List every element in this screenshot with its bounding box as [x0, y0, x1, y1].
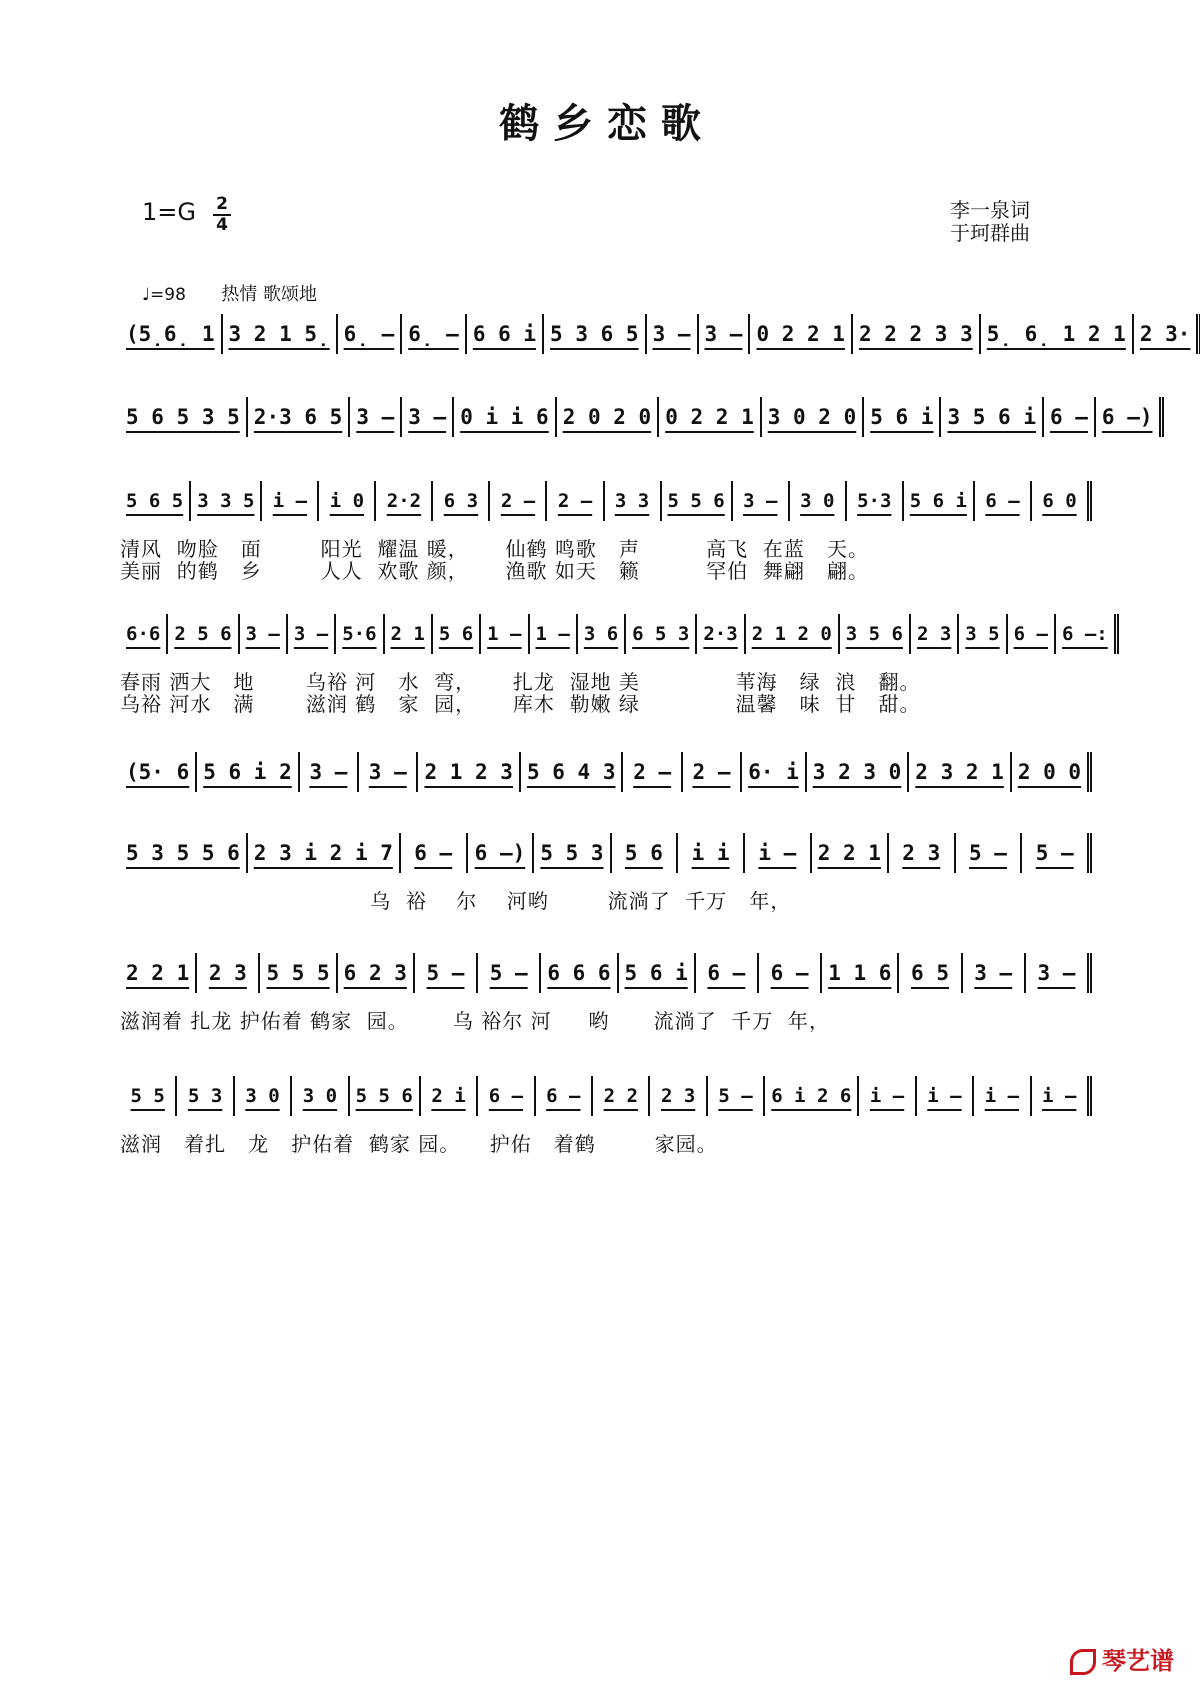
measure: 2 3	[889, 833, 956, 873]
measure: 6 –)	[468, 833, 535, 873]
measure: 1 –	[481, 614, 529, 654]
measure: 5 3 6 5	[544, 314, 647, 354]
expression-marking: 热情 歌颂地	[221, 284, 318, 305]
measure: 3 –	[402, 397, 454, 437]
measure: 1 –	[530, 614, 578, 654]
measure: 2 1 2 0	[746, 614, 840, 654]
measure: 3 –	[733, 481, 790, 521]
measure: 6 i 2 6	[765, 1076, 859, 1116]
measure: 0 2 2 1	[750, 314, 853, 354]
measure: 5 6 4 3	[521, 752, 624, 792]
measure: 6 –	[759, 953, 822, 993]
measure-line	[120, 752, 1092, 792]
measure: 3 5	[959, 614, 1007, 654]
measure: 2 i	[421, 1076, 478, 1116]
tempo-value: ♩=98	[142, 285, 186, 305]
measure: 2 –	[683, 752, 742, 792]
measure: 3 5 6 i	[941, 397, 1044, 437]
measure: 6·6	[120, 614, 168, 654]
measure: 2 5 6	[168, 614, 239, 654]
measure: 5 6 5	[120, 481, 191, 521]
time-signature-bottom: 4	[216, 215, 228, 235]
measure: 2 –	[490, 481, 547, 521]
measure: 2 0 2 0	[557, 397, 660, 437]
lyric-line: 美丽 的鹤 乡 人人 欢歌 颜， 渔歌 如天 籁 罕伯 舞翩 翩。	[120, 559, 869, 583]
measure: 5 6 i	[904, 481, 975, 521]
measure: 5·3	[847, 481, 904, 521]
measure: 2 3	[197, 953, 260, 993]
measure: 5 6	[433, 614, 481, 654]
measure: 2 2 1	[812, 833, 889, 873]
measure: 5 –	[415, 953, 478, 993]
measure-line	[120, 481, 1092, 521]
measure: 5 –	[708, 1076, 765, 1116]
measure: 5 6 5 3 5	[120, 397, 248, 437]
measure: 6 5 3	[626, 614, 697, 654]
measure: 3 2 1 5̣	[223, 314, 338, 354]
measure: 5 5 5	[260, 953, 337, 993]
measure: i –	[745, 833, 812, 873]
measure-line	[120, 953, 1092, 993]
measure: 2 1	[385, 614, 433, 654]
measure: 5 5 3	[534, 833, 611, 873]
measure: 6 –	[1044, 397, 1096, 437]
lyric-line: 清风 吻脸 面 阳光 耀温 暖， 仙鹤 鸣歌 声 高飞 在蓝 天。	[120, 537, 869, 561]
measure: 3 0 2 0	[762, 397, 865, 437]
measure: 3 3 5	[191, 481, 262, 521]
measure: 3 –	[350, 397, 402, 437]
measure: 0 2 2 1	[659, 397, 762, 437]
measure-line	[120, 833, 1092, 873]
measure: i –	[859, 1076, 916, 1116]
measure: 6 6 i	[467, 314, 544, 354]
measure: 6 6 6	[541, 953, 618, 993]
measure: 6 –)	[1096, 397, 1164, 437]
measure: 2·2	[376, 481, 433, 521]
time-signature	[213, 196, 231, 234]
measure: 2·3	[697, 614, 745, 654]
measure: 1 1 6	[822, 953, 899, 993]
measure: 5·6	[336, 614, 384, 654]
staff-row	[120, 397, 1153, 437]
lyric-line: 春雨 洒大 地 乌裕 河 水 弯， 扎龙 湿地 美 苇海 绿 浪 翻。	[120, 670, 921, 694]
measure: 3 0	[292, 1076, 349, 1116]
measure: 3 6	[578, 614, 626, 654]
measure: 5 5 6	[662, 481, 733, 521]
measure: 6̣ –	[338, 314, 403, 354]
staff-row	[120, 314, 1191, 354]
measure: 3 –	[699, 314, 751, 354]
measure: 2 3 i 2 i 7	[248, 833, 401, 873]
measure: i –	[1032, 1076, 1092, 1116]
measure: 6 –	[478, 1076, 535, 1116]
measure: 3 –	[359, 752, 418, 792]
measure: 6 2 3	[338, 953, 415, 993]
measure: (5̣6̣ 1	[120, 314, 223, 354]
measure: 2 3	[911, 614, 959, 654]
measure: 3 0	[790, 481, 847, 521]
measure: 6 –	[401, 833, 468, 873]
measure: 3 3	[605, 481, 662, 521]
measure: 3 –	[963, 953, 1026, 993]
measure: 5 6 i 2	[197, 752, 300, 792]
lyricist-credit: 李一泉词	[950, 198, 1030, 222]
measure: 5 6 i	[864, 397, 941, 437]
measure: 5 5 6	[350, 1076, 421, 1116]
measure: 6 0	[1032, 481, 1092, 521]
measure-line	[120, 314, 1191, 354]
staff-row	[120, 481, 1092, 521]
measure: 2 3	[650, 1076, 707, 1116]
measure: 6 –	[1008, 614, 1056, 654]
measure-line	[120, 1076, 1092, 1116]
score-title: 鹤 乡 恋 歌	[499, 100, 701, 147]
measure: 5 3 5 5 6	[120, 833, 248, 873]
measure: i 0	[319, 481, 376, 521]
logo-icon	[1070, 1649, 1096, 1675]
measure: i i	[678, 833, 745, 873]
measure: i –	[262, 481, 319, 521]
measure: 5 3	[177, 1076, 234, 1116]
staff-row	[120, 1076, 1092, 1116]
measure: 5 –	[956, 833, 1023, 873]
measure: 2 2	[593, 1076, 650, 1116]
lyric-line: 滋润 着扎 龙 护佑着 鹤家 园。 护佑 着鹤 家园。	[120, 1132, 718, 1156]
measure: 5 –	[478, 953, 541, 993]
measure: 2 3·	[1134, 314, 1200, 354]
measure: i –	[974, 1076, 1031, 1116]
measure: 3 –	[1026, 953, 1092, 993]
measure: 6· i	[742, 752, 807, 792]
measure: 2 2 1	[120, 953, 197, 993]
measure: (5· 6	[120, 752, 197, 792]
measure: 5 –	[1022, 833, 1092, 873]
key-signature: 1=G	[142, 198, 196, 226]
measure: 0 i i 6	[454, 397, 557, 437]
measure: 6 3	[433, 481, 490, 521]
measure: 6 –	[536, 1076, 593, 1116]
watermark-text: 琴艺谱	[1102, 1647, 1174, 1675]
measure: 2 2 2 3 3	[853, 314, 981, 354]
measure: 6 –:	[1056, 614, 1119, 654]
measure: 2 1 2 3	[418, 752, 521, 792]
measure: 5 6 i	[619, 953, 696, 993]
lyric-line: 乌 裕 尔 河哟 流淌了 千万 年，	[120, 889, 792, 913]
measure: i –	[917, 1076, 974, 1116]
time-signature-top: 2	[216, 194, 228, 214]
measure: 3 –	[288, 614, 336, 654]
measure: 3 –	[647, 314, 699, 354]
measure: 3 0	[235, 1076, 292, 1116]
watermark-logo	[1070, 1641, 1174, 1676]
measure: 2 3 2 1	[909, 752, 1012, 792]
staff-row	[120, 614, 1108, 654]
measure: 5̣ 6̣ 1 2 1	[981, 314, 1134, 354]
measure-line	[120, 397, 1153, 437]
measure: 6 –	[975, 481, 1032, 521]
composer-credit: 于珂群曲	[950, 221, 1030, 245]
measure: 5 5	[120, 1076, 177, 1116]
measure-line	[120, 614, 1108, 654]
measure: 2 –	[623, 752, 682, 792]
lyric-line: 乌裕 河水 满 滋润 鹤 家 园， 库木 勒嫩 绿 温馨 味 甘 甜。	[120, 692, 921, 716]
measure: 5 6	[612, 833, 679, 873]
tempo-marking	[142, 280, 317, 306]
measure: 2 –	[547, 481, 604, 521]
measure: 6 5	[899, 953, 962, 993]
measure: 2·3 6 5	[248, 397, 351, 437]
measure: 3 –	[300, 752, 359, 792]
measure: 3 2 3 0	[807, 752, 910, 792]
staff-row	[120, 953, 1092, 993]
measure: 3 –	[240, 614, 288, 654]
measure: 2 0 0	[1012, 752, 1092, 792]
measure: 3 5 6	[840, 614, 911, 654]
staff-row	[120, 752, 1092, 792]
lyric-line: 滋润着 扎龙 护佑着 鹤家 园。 乌 裕尔 河 哟 流淌了 千万 年，	[120, 1009, 831, 1033]
measure: 6̣ –	[402, 314, 467, 354]
measure: 6 –	[696, 953, 759, 993]
staff-row	[120, 833, 1092, 873]
